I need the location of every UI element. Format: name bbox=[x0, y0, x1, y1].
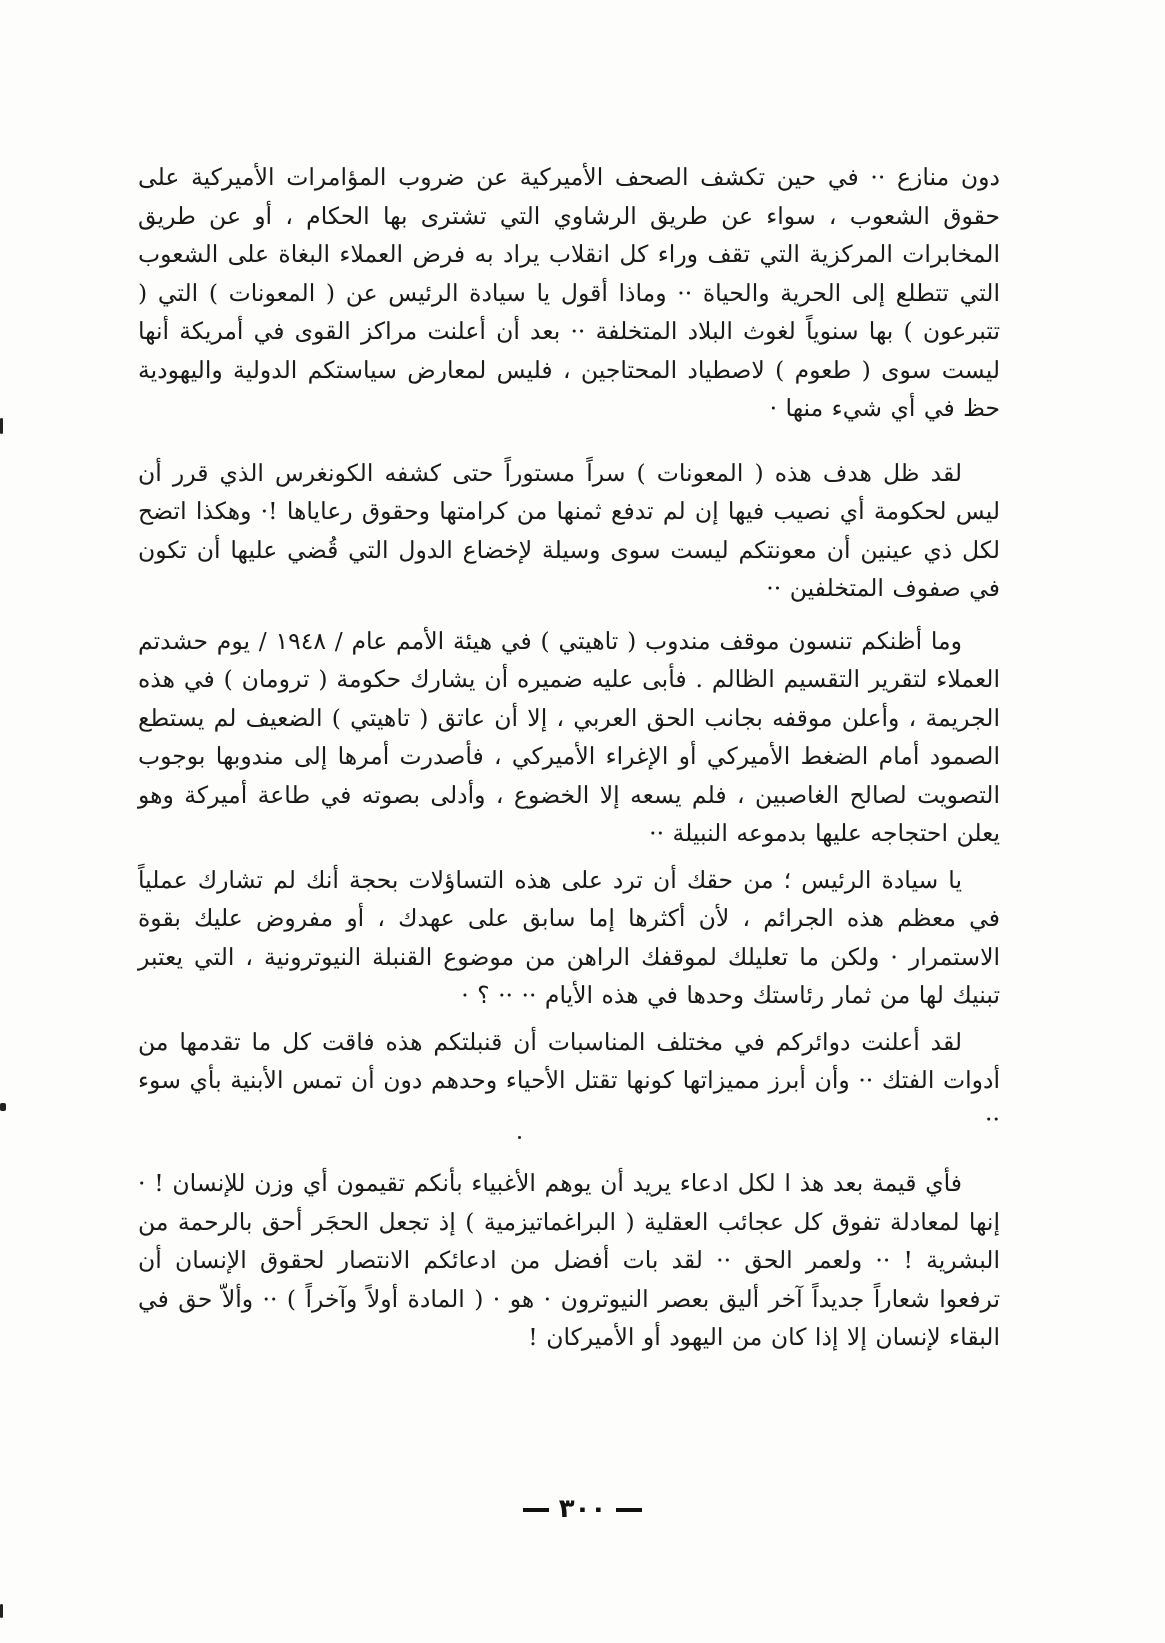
dash-left-icon bbox=[616, 1508, 642, 1512]
paragraph-5: لقد أعلنت دوائركم في مختلف المناسبات أن قنبلتكم هذه فاقت كل ما تقدمها من أدوات الفتك ·· وأن أبرز مميزاتها كونها تقتل الأحياء وحدهم دون أن تمس الأبنية بأي سوء ·· bbox=[138, 1027, 1000, 1133]
page-number bbox=[0, 1494, 1165, 1524]
dash-right-icon bbox=[523, 1508, 549, 1512]
paragraph-1: دون منازع ·· في حين تكشف الصحف الأميركية عن ضروب المؤامرات الأميركية على حقوق الشعوب ، سواء عن طريق الرشاوي التي تشترى بها الحكام ، أو عن طريق المخابرات المركزية التي تقف وراء كل انقلاب يراد به فرض العملاء البغاة على الشعوب التي تتطلع إلى الحرية والحياة ·· وماذا أقول يا سيادة الرئيس عن ( المعونات ) التي ( تتبرعون ) بها سنوياً لغوث البلاد المتخلفة ·· بعد أن أعلنت مراكز القوى في أمريكة أنها ليست سوى ( طعوم ) لاصطياد المحتاجين ، فليس لمعارض سياستكم الدولية واليهودية حظ في أي شيء منها · bbox=[138, 163, 1000, 422]
scan-mark-middle bbox=[0, 1103, 6, 1111]
body-text bbox=[138, 158, 1000, 1357]
paragraph-3: وما أظنكم تنسون موقف مندوب ( تاهيتي ) في هيئة الأمم عام / ١٩٤٨ / يوم حشدتم العملاء لتقرير التقسيم الظالم . فأبى عليه ضميره أن يشارك حكومة ( ترومان ) في هذه الجريمة ، وأعلن موقفه بجانب الحق العربي ، إلا أن عاتق ( تاهيتي ) الضعيف لم يستطع الصمود أمام الضغط الأميركي أو الإغراء الأميركي ، فأصدرت أمرها إلى مندوبها بوجوب التصويت لصالح الغاصبين ، فلم يسعه إلا الخضوع ، وأدلى بصوته في طاعة أميركة وهو يعلن احتجاجه عليها بدموعه النبيلة ·· bbox=[138, 626, 1000, 847]
scan-dot bbox=[518, 1136, 521, 1139]
scan-mark-bottom bbox=[0, 1604, 3, 1618]
paragraph-4: يا سيادة الرئيس ؛ من حقك أن ترد على هذه التساؤلات بحجة أنك لم تشارك عملياً في معظم هذه الجرائم ، لأن أكثرها إما سابق على عهدك ، أو مفروض عليك بقوة الاستمرار · ولكن ما تعليلك لموقفك الراهن من موضوع القنبلة النيوترونية ، التي يعتبر تبنيك لها من ثمار رئاستك وحدها في هذه الأيام ·· ·· ؟ · bbox=[138, 865, 1000, 1009]
page-number-text: ٣٠٠ bbox=[558, 1494, 607, 1524]
scan-mark-top bbox=[0, 418, 3, 434]
paragraph-2: لقد ظل هدف هذه ( المعونات ) سراً مستوراً حتى كشفه الكونغرس الذي قرر أن ليس لحكومة أي نصيب فيها إن لم تدفع ثمنها من كرامتها وحقوق رعاياها !· وهكذا اتضح لكل ذي عينين أن معونتكم ليست سوى وسيلة لإخضاع الدول التي قُضي عليها أن تكون في صفوف المتخلفين ·· bbox=[138, 458, 1000, 602]
paragraph-6: فأي قيمة بعد هذ ا لكل ادعاء يريد أن يوهم الأغبياء بأنكم تقيمون أي وزن للإنسان ! · إنها لمعادلة تفوق كل عجائب العقلية ( البراغماتيزمية ) إذ تجعل الحجَر أحق بالرحمة من البشرية ! ·· ولعمر الحق ·· لقد بات أفضل من ادعائكم الانتصار لحقوق الإنسان أن ترفعوا شعاراً جديداً آخر أليق بعصر النيوترون · هو · ( المادة أولاً وآخراً ) ·· وألاّ حق في البقاء لإنسان إلا إذا كان من اليهود أو الأميركان ! bbox=[138, 1169, 1000, 1351]
